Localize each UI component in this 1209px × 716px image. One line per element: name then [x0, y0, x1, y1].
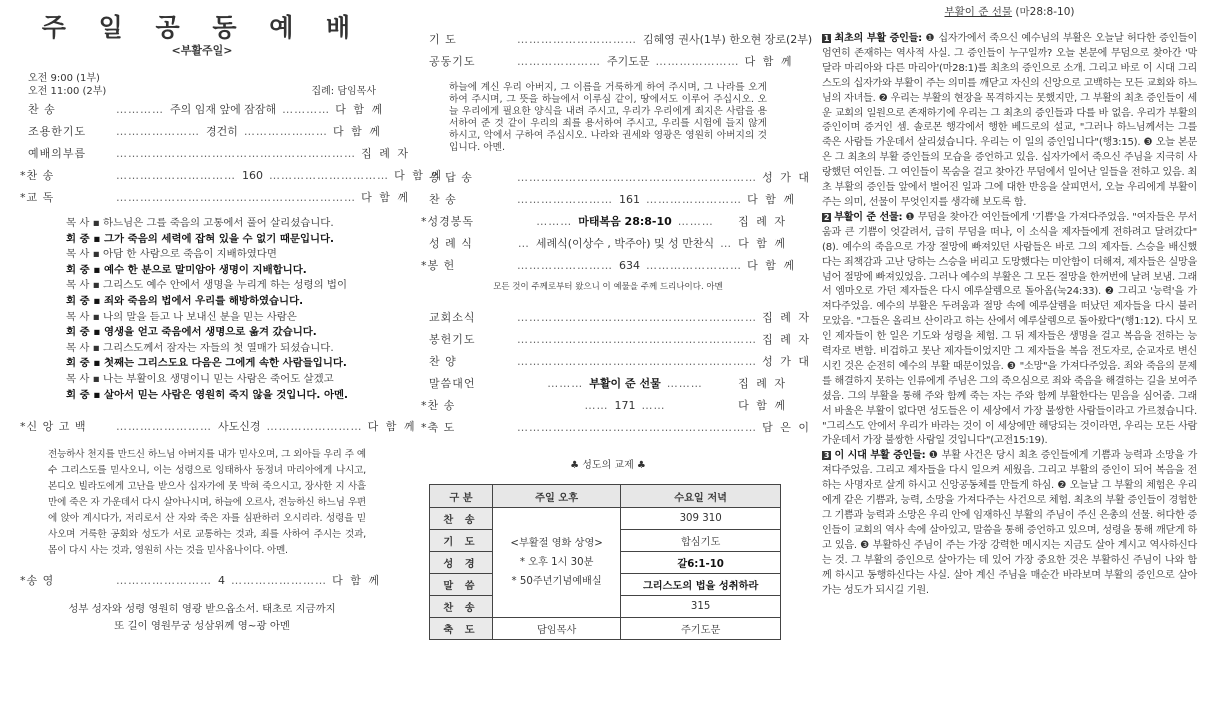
order-row	[429, 28, 813, 50]
section-number-icon: 2	[823, 212, 830, 222]
reading-text: 죄와 죽음의 법에서 우리를 해방하였습니다.	[103, 294, 304, 307]
bullet-icon: ▪	[89, 326, 104, 339]
order-label	[429, 309, 517, 325]
speaker: 회 중	[66, 326, 90, 339]
speaker: 회 중	[66, 294, 90, 307]
order-label-text: 말씀대언	[429, 377, 476, 390]
schedule-label: 기 도	[430, 530, 493, 552]
standing-mark: *	[421, 399, 428, 412]
speaker: 회 중	[66, 232, 90, 245]
schedule-header-category: 구 분	[430, 485, 493, 508]
order-label	[421, 397, 517, 413]
order-row	[20, 186, 410, 208]
order-item: 부활이 준 선물	[589, 377, 661, 390]
reading-text: 나는 부활이요 생명이니 믿는 사람은 죽어도 살겠고	[103, 372, 334, 385]
order-label-text: 예배의부름	[28, 147, 87, 160]
pastor-line	[66, 247, 376, 263]
leader-dots: ……………………	[646, 192, 742, 206]
order-of-worship-middle-top	[429, 28, 813, 72]
schedule-wednesday-cell: 그리스도의 법을 성취하라	[621, 574, 781, 596]
order-leader: 다 함 께	[394, 169, 443, 182]
order-item: 마태복음 28:8-10	[578, 215, 672, 228]
doxology-line-1: 성부 성자와 성령 영원히 영광 받으옵소서. 태초로 지금까지	[68, 603, 336, 616]
congregation-line	[66, 294, 376, 310]
standing-mark: *	[421, 215, 428, 228]
order-leader: 다 함 께	[333, 125, 382, 138]
order-row	[28, 120, 382, 142]
leader-dots: …………………	[655, 55, 740, 68]
reading-text: 첫째는 그리스도요 다음은 그에게 속한 사람들입니다.	[103, 357, 347, 370]
order-label	[429, 353, 517, 369]
speaker: 목 사	[66, 279, 90, 292]
order-leader: 집 례 자	[738, 215, 787, 228]
order-label-text: 성 례 식	[429, 237, 473, 250]
reading-text: 영생을 얻고 죽음에서 생명으로 옮겨 갔습니다.	[103, 326, 317, 339]
reading-text: 그리스도께서 잠자는 자들의 첫 열매가 되셨습니다.	[103, 341, 334, 354]
order-detail	[116, 123, 328, 139]
order-item: 171	[614, 398, 636, 412]
fellowship-heading: ♣ 성도의 교제 ♣	[570, 460, 646, 471]
order-row	[429, 188, 796, 210]
order-detail	[517, 311, 757, 324]
bullet-icon: ▪	[89, 217, 104, 229]
schedule-label: 찬 송	[430, 508, 493, 530]
order-label-text: 봉 헌	[427, 259, 456, 272]
pastor-line	[66, 216, 376, 232]
leader-dots: …………………………	[116, 168, 236, 182]
order-label-text: 송 영	[26, 574, 55, 588]
order-label-text: 응 답 송	[429, 171, 473, 184]
order-label-text: 기 도	[429, 33, 457, 46]
bullet-icon: ▪	[89, 232, 104, 245]
standing-mark: *	[421, 421, 428, 434]
order-row	[421, 416, 811, 438]
service-time-1: 오전 9:00 (1부)	[28, 73, 100, 84]
sermon-section	[822, 449, 1197, 598]
schedule-sunday-cell: 담임목사	[493, 618, 621, 640]
pastor-line	[66, 278, 376, 294]
order-label	[429, 235, 517, 251]
congregation-line	[66, 232, 376, 248]
schedule-wednesday-cell: 합심기도	[621, 530, 781, 552]
sermon-reference: (마28:8-10)	[1015, 6, 1075, 18]
order-row	[20, 569, 381, 591]
order-label	[429, 31, 517, 47]
order-item: 4	[218, 573, 225, 587]
leader-dots: …	[720, 237, 733, 250]
reading-text: 아담 한 사람으로 죽음이 지배하였다면	[103, 248, 277, 261]
standing-mark: *	[20, 420, 27, 434]
order-detail	[116, 169, 389, 182]
section-heading: 최초의 부활 증인들:	[834, 33, 922, 44]
schedule-header-sunday: 주일 오후	[493, 485, 621, 508]
leader-dots: ……………………	[517, 192, 613, 206]
leader-dots: ………	[547, 377, 584, 390]
service-times	[28, 72, 376, 98]
order-detail	[517, 53, 740, 69]
presider: 집례: 담임목사	[311, 86, 376, 97]
order-label	[429, 331, 517, 347]
bullet-icon: ▪	[89, 372, 104, 385]
reading-text: 나의 말을 듣고 나 보내신 분을 믿는 사람은	[103, 310, 297, 323]
order-detail	[517, 259, 742, 272]
order-detail	[517, 171, 757, 184]
section-body: ❶ 십자가에서 죽으신 예수님의 부활은 오늘날 허다한 증인들이 엄연히 존재하는 역사적 사실. 그 증인들이 누구일까? 오늘 본문에 무덤으로 찾아간 '막달라 마리아와 다른 마리아'(마28:1)를 최초의 증인으로 소개. 그리고 바로 이 시대 그리스도의 십자가와 부활이 주는 의미를 깨닫고 자신의 신앙으로 고백하는 모든 교회와 하느님의 자녀들. ❷ 우리는 부활의 현장을 목격하지는 못했지만, 그 부활의 최초 증인들이 세운 교회의 일원으로 존재하기에 우리는 그 최초의 증인들과 다를 바 없음. 우리가 부활의 증인이며 증거인 셈. 솔로몬 행각에서 행한 베드로의 설교, "그러나 하느님께서는 그를 죽은 사람들 가운데서 살리셨습니다. 우리는 이 일의 증인입니다"(행3:15). ❸ 오늘 본문은 그 최초의 부활 증인들의 모습을 증언하고 있음. 십자가에서 죽으신 주님을 지극히 사랑했던 여인들. 그 여인들이 목숨을 걸고 찾아간 무덤에서 일어난 일들을 전하고 있음. 최초 부활의 증인들 앞에서 벌어진 일과 그에 대한 반응을 살피면서, 오늘 우리에게 부활이 주는 의미, 선물이 무엇인지를 생각해 보도록 함.	[822, 33, 1197, 208]
bullet-icon: ▪	[89, 279, 104, 292]
sunday-line: * 오후 1시 30분	[519, 557, 594, 568]
order-label	[429, 53, 517, 69]
order-label-text: 성경봉독	[427, 215, 475, 228]
reading-text: 예수 한 분으로 말미암아 생명이 지배합니다.	[103, 263, 307, 276]
order-detail	[517, 235, 733, 251]
order-of-worship-middle-2	[421, 306, 811, 438]
responsive-reading	[66, 216, 376, 403]
order-row	[28, 142, 410, 164]
order-detail	[116, 101, 330, 117]
order-detail	[517, 421, 757, 434]
leader-dots: ……	[584, 398, 609, 412]
leader-dots: …………………………	[269, 168, 389, 182]
leader-dots: ……………………	[646, 258, 742, 272]
order-item: 161	[619, 192, 640, 206]
order-leader: 다 함 께	[361, 191, 410, 204]
order-leader: 집 례 자	[762, 333, 811, 346]
bullet-icon: ▪	[89, 341, 104, 354]
bullet-icon: ▪	[89, 357, 104, 370]
bulletin-subtitle: <부활주일>	[171, 44, 233, 57]
schedule-wednesday-cell: 주기도문	[621, 618, 781, 640]
order-detail	[116, 147, 356, 160]
table-row	[430, 508, 781, 530]
leader-dots: ……………………………………………………	[517, 354, 757, 368]
order-leader: 다 함 께	[747, 193, 796, 206]
order-label	[421, 257, 517, 273]
bullet-icon: ▪	[89, 294, 104, 307]
section-number-icon: 1	[823, 34, 830, 43]
order-detail	[116, 574, 327, 587]
speaker: 회 중	[66, 263, 90, 276]
order-label-text: 찬 송	[28, 103, 56, 116]
order-label	[28, 101, 116, 117]
order-leader: 다 함 께	[738, 399, 787, 412]
order-label	[429, 375, 517, 391]
order-row	[429, 306, 811, 328]
schedule-header-wednesday: 수요일 저녁	[621, 485, 781, 508]
order-leader: 성 가 대	[762, 355, 811, 368]
order-label	[20, 189, 116, 205]
bulletin-middle-column	[405, 0, 813, 716]
order-leader: 다 함 께	[747, 259, 796, 272]
order-label-text: 조용한기도	[28, 125, 87, 138]
order-detail	[517, 213, 733, 229]
doxology-line-2: 또 길이 영원무궁 성삼위께 영~광 아멘	[114, 620, 290, 633]
order-row	[421, 210, 787, 232]
order-item: 634	[619, 258, 640, 272]
schedule-table	[429, 484, 781, 640]
order-item: 김혜영 권사(1부) 한오현 장로(2부)	[643, 33, 813, 46]
order-row	[429, 166, 811, 188]
order-label-text: 찬 송	[427, 399, 456, 412]
standing-mark: *	[20, 169, 27, 182]
doxology-row-wrap	[20, 569, 381, 591]
speaker: 목 사	[66, 341, 90, 354]
leader-dots: ……………………	[517, 258, 613, 272]
bullet-icon: ▪	[89, 248, 104, 261]
order-row	[421, 394, 787, 416]
sermon-section	[822, 211, 1197, 450]
leader-dots: ……	[641, 398, 666, 412]
order-label-text: 축 도	[427, 421, 456, 434]
leader-dots: ……………………	[116, 420, 212, 434]
reading-text: 그리스도 예수 안에서 생명을 누리게 하는 성령의 법이	[103, 279, 347, 292]
leader-dots: ………	[666, 377, 703, 390]
order-leader: 다 함 께	[367, 420, 417, 434]
leader-dots: ………	[677, 215, 714, 228]
speaker: 목 사	[66, 372, 90, 385]
schedule-wednesday-cell: 315	[621, 596, 781, 618]
sermon-section	[822, 32, 1197, 211]
leader-dots: ……………………………………………………	[116, 146, 356, 160]
schedule-label: 말 씀	[430, 574, 493, 596]
reading-text: 살아서 믿는 사람은 영원히 죽지 않을 것입니다. 아멘.	[103, 388, 348, 401]
order-label	[421, 213, 517, 229]
schedule-label: 찬 송	[430, 596, 493, 618]
standing-mark: *	[421, 259, 428, 272]
order-leader: 다 함 께	[332, 574, 381, 588]
schedule-sunday-merged	[493, 508, 621, 618]
order-item: 주기도문	[607, 55, 650, 68]
pastor-line	[66, 310, 376, 326]
order-detail	[116, 191, 356, 204]
order-label-text: 공동기도	[429, 55, 476, 68]
order-detail	[517, 333, 757, 346]
order-label	[20, 167, 116, 183]
leader-dots: …………	[282, 103, 331, 116]
congregation-line	[66, 325, 376, 341]
sermon-outline	[822, 32, 1197, 598]
schedule-wednesday-cell: 갈6:1-10	[621, 552, 781, 574]
order-item: 사도신경	[218, 420, 261, 434]
order-detail	[517, 193, 742, 206]
sermon-title: 부활이 준 선물	[944, 6, 1013, 18]
order-row	[429, 328, 811, 350]
leader-dots: ……………………	[231, 573, 327, 587]
creed-row-wrap	[20, 415, 417, 437]
standing-mark: *	[20, 191, 27, 204]
leader-dots: ……………………………………………………	[517, 310, 757, 324]
offering-note: 모든 것이 주께로부터 왔으니 이 예물을 주께 드리나이다. 아멘	[493, 282, 723, 292]
order-label	[421, 419, 517, 435]
order-row	[429, 50, 794, 72]
leader-dots: ……………………………………………………	[517, 170, 757, 184]
section-body: ❶ 무덤을 찾아간 여인들에게 '기쁨'을 가져다주었음. "여자들은 무서움과 큰 기쁨이 엇갈려서, 급히 무덤을 떠나, 이 소식을 제자들에게 전하려고 달려갔다"(8). 예수의 죽음으로 가장 절망에 빠져있던 사람들은 바로 그의 제자들. 스승을 배신했다는 죄책감과 고난 당하는 스승을 버리고 도망했다는 미안함이 더해져, 제자들은 실망을 넘어 절망에 빠져있었음. 그러나 예수의 부활은 그 모든 절망을 한꺼번에 날려 보냄. 그래서 엠마오로 가던 제자들은 다시 예루살렘으로 돌아옴(눅24:33). ❷ 그리고 '능력'을 가져다주었음. 예수의 부활은 두려움과 절망 속에 예루살렘을 떠났던 제자들을 다시 불러 모았음. "그들은 올리브 산이라고 하는 산에서 예루살렘으로 돌아왔다"(행1:12). 다시 모인 제자들이 한 일은 기도와 성령을 체험. 그 뒤 제자들은 생명을 걸고 복음을 전하는 능력자로 변함. 비겁하고 못난 제자들이었지만 그 제자들을 복음 전도자로, 순교자로 변신시킨 것은 순전히 예수의 부활 때문이었음. ❸ "소망"을 가져다주었음. 죄와 죽음의 문제를 해결하지 못하는 인류에게 주님은 그의 죽으심으로 죄와 죽음을 해결하는 길을 보여주셨음. 그의 부활을 통해 주와 함께 죽는 자는 주와 함께 부활한다는 믿음을 심어줌. 그래서 바울은 부활이 없다면 성도들은 이 세상에서 가장 불쌍한 사람들이라고 가르쳤습니다. "그리스도 안에서 우리가 바라는 것이 이 세상에만 해당되는 것이라면, 우리는 모든 사람 가운데서 가장 불쌍한 사람일 것입니다"(고전15:19).	[822, 211, 1197, 447]
order-item: 경건히	[206, 125, 238, 138]
service-time-2: 오전 11:00 (2부)	[28, 86, 107, 97]
section-heading: 부활이 준 선물:	[834, 211, 903, 223]
leader-dots: …	[517, 237, 530, 250]
order-label	[28, 145, 116, 161]
order-label-text: 봉헌기도	[429, 333, 476, 346]
speaker: 회 중	[66, 357, 90, 370]
leader-dots: ……………………	[266, 420, 363, 434]
order-label-text: 찬 송	[429, 193, 457, 206]
order-label-text: 찬 송	[26, 169, 55, 182]
order-row	[429, 372, 787, 394]
pastor-line	[66, 372, 376, 388]
order-label-text: 신 앙 고 백	[26, 420, 87, 434]
order-leader: 다 함 께	[335, 103, 385, 116]
order-detail	[517, 375, 733, 391]
order-leader: 다 함 께	[744, 55, 794, 68]
standing-mark: *	[20, 574, 27, 588]
order-row	[429, 232, 787, 254]
congregation-line	[66, 356, 376, 372]
speaker: 목 사	[66, 310, 90, 323]
speaker: 목 사	[66, 248, 90, 261]
schedule-label: 축 도	[430, 618, 493, 640]
order-row	[429, 350, 811, 372]
bullet-icon: ▪	[89, 388, 104, 401]
order-label-text: 교회소식	[429, 311, 476, 324]
order-label	[28, 123, 116, 139]
leader-dots: ……………………………………………………	[517, 332, 757, 346]
order-detail	[517, 399, 733, 412]
order-item: 세례식(이상수 , 박주아) 및 성 만찬식	[535, 237, 715, 250]
section-number-icon: 3	[823, 451, 830, 461]
section-heading: 이 시대 부활 증인들:	[834, 450, 926, 462]
congregation-line	[66, 388, 376, 404]
table-row	[430, 618, 781, 640]
order-label	[20, 418, 116, 434]
order-label-text: 찬 양	[429, 355, 457, 368]
pastor-line	[66, 341, 376, 357]
schedule-wednesday-cell: 309 310	[621, 508, 781, 530]
apostles-creed: 전능하사 천지를 만드신 하느님 아버지를 내가 믿사오며, 그 외아들 우리 주 예수 그리스도를 믿사오니, 이는 성령으로 잉태하사 동정녀 마리아에게 나시고, 본디오 빌라도에게 고난을 받으사 십자가에 못 박혀 죽으시고, 장사한 지 사흘 만에 죽은 자 가운데서 다시 살아나시며, 하늘에 오르사, 전능하신 하느님 우편에 앉아 계시다가, 저리로서 산 자와 죽은 자를 심판하러 오시리라. 성령을 믿사오며 거룩한 공회와 성도가 서로 교통하는 것과, 죄를 사하여 주시는 것과, 몸이 다시 사는 것과, 영원히 사는 것을 믿사옵나이다. 아멘.	[48, 449, 366, 557]
order-detail	[517, 355, 757, 368]
doxology-text	[28, 601, 376, 635]
order-item: 주의 임재 앞에 잠잠해	[170, 103, 277, 116]
bulletin-title: 주 일 공 동 예 배	[41, 13, 363, 42]
lords-prayer: 하늘에 계신 우리 아버지, 그 이름을 거룩하게 하여 주시며, 그 나라를 오게 하여 주시며, 그 뜻을 하늘에서 이루심 같이, 땅에서도 이루어 주십시오. 오늘 우리에게 필요한 양식을 내려 주시고, 우리가 우리에게 죄지은 사람을 용서하여 준 것 같이 우리의 죄를 용서하여 주시고, 우리를 시험에 들지 않게 하시고, 악에서 구하여 주십시오. 나라와 권세와 영광은 영원히 아버지의 것입니다. 아멘.	[449, 82, 767, 153]
leader-dots: ………	[536, 215, 573, 228]
leader-dots: …………	[116, 103, 164, 116]
leader-dots: …………………	[243, 125, 328, 138]
order-leader: 다 함 께	[738, 237, 787, 250]
sermon-column	[810, 0, 1209, 716]
bullet-icon: ▪	[89, 263, 104, 276]
reading-text: 그가 죽음의 세력에 잡혀 있을 수 없기 때문입니다.	[103, 232, 334, 245]
order-label	[429, 191, 517, 207]
order-item: 160	[242, 168, 263, 182]
order-label-text: 교 독	[26, 191, 55, 204]
sunday-line: * 50주년기념예배실	[511, 576, 602, 587]
speaker: 회 중	[66, 388, 90, 401]
leader-dots: ……………………………………………………	[116, 190, 356, 204]
order-leader: 집 례 자	[738, 377, 787, 390]
order-leader: 성 가 대	[762, 171, 811, 184]
leader-dots: ……………………	[116, 573, 212, 587]
order-row	[20, 415, 417, 437]
order-of-worship-left	[20, 98, 443, 208]
order-leader: 집 례 자	[361, 147, 410, 160]
leader-dots: …………………	[116, 125, 200, 138]
order-row	[20, 164, 443, 186]
leader-dots: …………………	[517, 55, 601, 68]
sermon-heading	[822, 4, 1197, 20]
order-detail	[517, 31, 818, 47]
schedule-header-row	[430, 485, 781, 508]
leader-dots: ……………………………………………………	[517, 420, 757, 434]
schedule-label: 성 경	[430, 552, 493, 574]
speaker: 목 사	[66, 217, 90, 229]
order-label	[20, 572, 116, 588]
bullet-icon: ▪	[89, 310, 104, 323]
order-row	[28, 98, 385, 120]
sunday-line: <부활절 영화 상영>	[510, 538, 603, 549]
congregation-line	[66, 263, 376, 279]
leader-dots: …………………………	[517, 33, 637, 46]
order-row	[421, 254, 796, 276]
order-label	[429, 169, 517, 185]
order-leader: 집 례 자	[762, 311, 811, 324]
order-detail	[116, 418, 363, 434]
section-body: ❶ 부활 사건은 당시 최초 증인들에게 기쁨과 능력과 소망을 가져다주었음. 그리고 제자들을 다시 일으켜 세웠음. 그리고 부활의 증인이 되어 복음을 전하는 사명자로 살게 하시고 신앙공동체를 만들게 하심. ❷ 오늘날 그 부활의 체험은 우리에게 같은 기쁨과, 능력, 소망을 가져다주는 사건으로 체험. 최초의 부활 증인들이 경험한 그 기쁨과 능력과 소망은 우리 안에 임재하신 부활의 주님이 주신 은총의 선물. 허다한 증인들이 교회의 역사 속에 살아있고, 말씀을 통해 증언하고 있으며, 성령을 통해 깨닫게 하고 있음. ❸ 부활하신 주님이 주는 가장 강력한 메시지는 지금도 살아 계시고 역사하신다는 것. 그 부활의 증인으로 살아가는 데 있어 가장 중요한 것은 부활하신 주님이 나와 함께 하시고 동행하신다는 사실. 살아 계신 주님을 매순간 바라보며 부활의 증인으로 살아가는 성도가 되시길 기원.	[822, 450, 1197, 596]
order-leader: 담 은 이	[762, 421, 811, 434]
reading-text: 하느님은 그를 죽음의 고통에서 풀어 살리셨습니다.	[103, 217, 334, 229]
order-of-worship-middle	[421, 166, 811, 276]
